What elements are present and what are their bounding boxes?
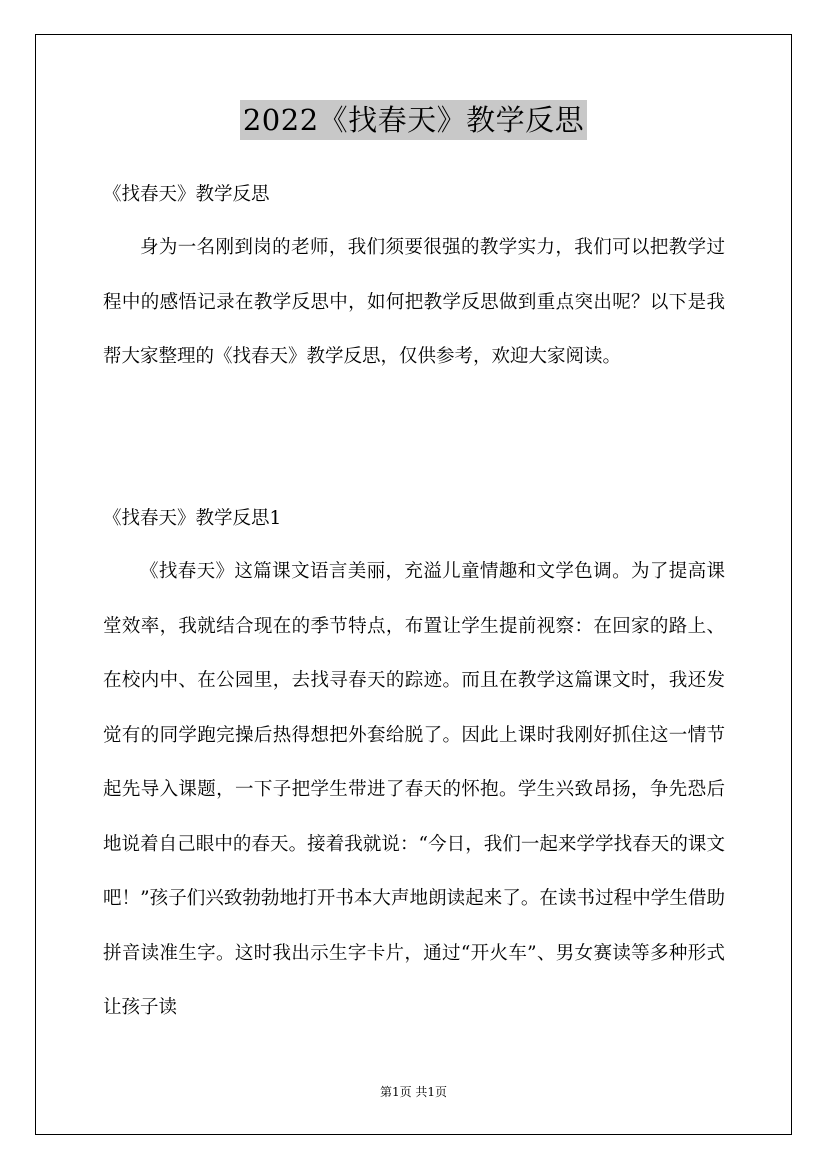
- intro-paragraph: 身为一名刚到岗的老师，我们须要很强的教学实力，我们可以把教学过程中的感悟记录在教学反思中，如何把教学反思做到重点突出呢？以下是我帮大家整理的《找春天》教学反思，仅供参考，欢迎大家阅读。: [103, 237, 725, 367]
- intro-heading: 《找春天》教学反思: [103, 184, 270, 205]
- title-container: [0, 100, 827, 140]
- page-number: 第1页 共1页: [379, 1085, 448, 1099]
- document-title: 2022《找春天》教学反思: [240, 100, 587, 140]
- section-paragraph-1: 《找春天》这篇课文语言美丽，充溢儿童情趣和文学色调。为了提高课堂效率，我就结合现在的季节特点，布置让学生提前视察：在回家的路上、在校内中、在公园里，去找寻春天的踪迹。而且在教学这篇课文时，我还发觉有的同学跑完操后热得想把外套给脱了。因此上课时我刚好抓住这一情节起先导入课题，一下子把学生带进了春天的怀抱。学生兴致昂扬，争先恐后地说着自己眼中的春天。接着我就说：“今日，我们一起来学学找春天的课文吧！”孩子们兴致勃勃地打开书本大声地朗读起来了。在读书过程中学生借助拼音读准生字。这时我出示生字卡片，通过“开火车”、男女赛读等多种形式让孩子读: [103, 561, 725, 1018]
- section-heading-1: 《找春天》教学反思1: [103, 508, 282, 529]
